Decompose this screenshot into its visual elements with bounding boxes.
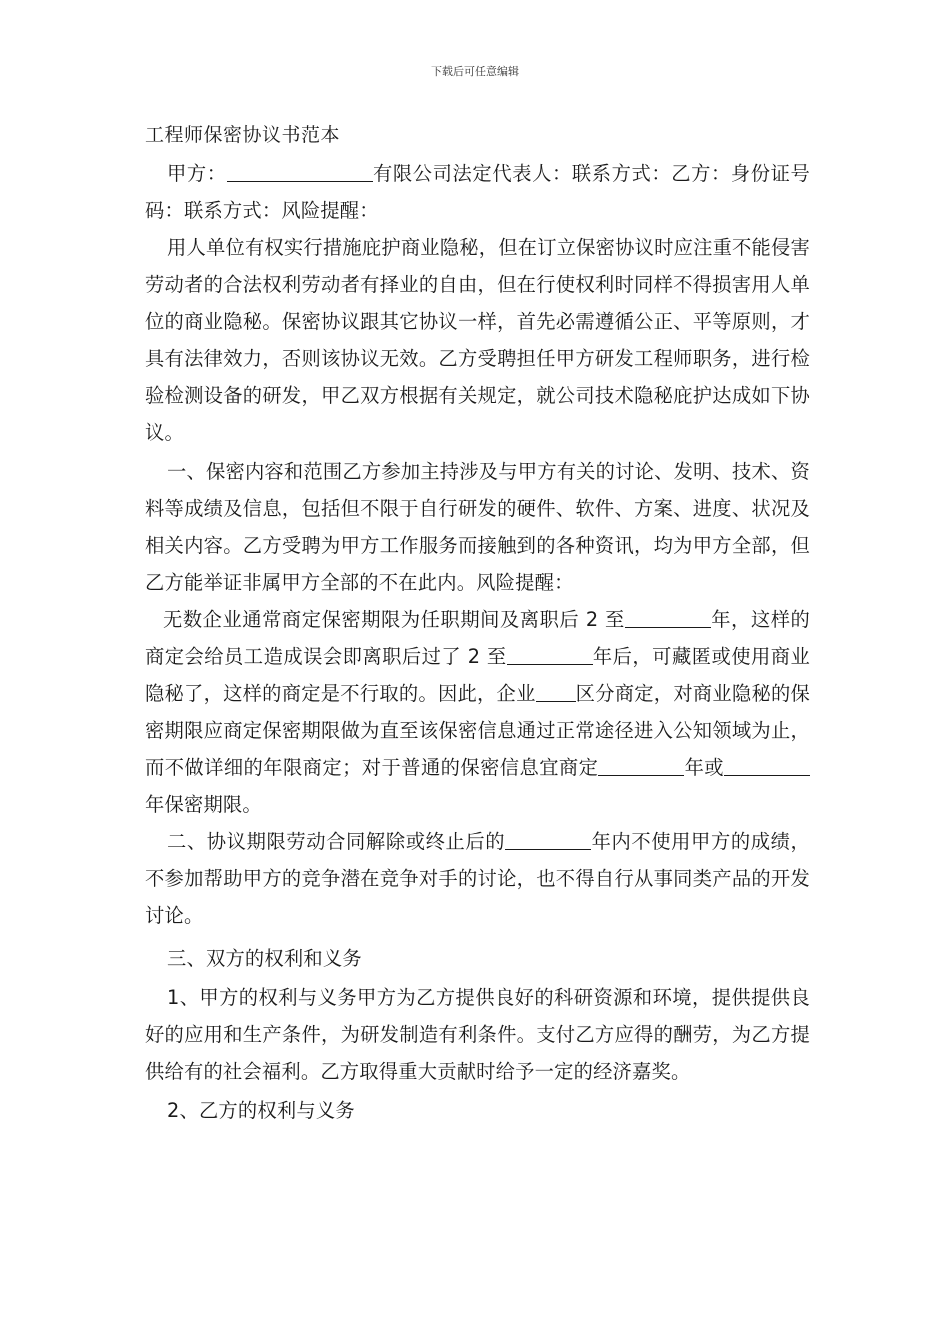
risk-period-text-5: 年或 <box>684 756 724 779</box>
document-title: 工程师保密协议书范本 <box>145 124 341 146</box>
risk-period-text-6: 年保密期限。 <box>145 793 262 816</box>
item-2-paragraph: 2、乙方的权利与义务 <box>167 1099 355 1122</box>
risk-period-text-4: 区分商定，对商业隐秘的保密期限应商定保密期限做为直至该保密信息通过正常途径进入公知领域为止，而不做详细的年限商定；对于普通的保密信息宜商定 <box>145 682 810 779</box>
short-blank <box>536 681 576 702</box>
item-1-paragraph: 1、甲方的权利与义务甲方为乙方提供良好的科研资源和环境，提供提供良好的应用和生产条件，为研发制造有利条件。支付乙方应得的酬劳，为乙方提供给有的社会福利。乙方取得重大贡献时给予一定的经济嘉奖。 <box>145 986 810 1083</box>
party-a-label: 甲方： <box>167 162 227 185</box>
risk-period-text-1: 无数企业通常商定保密期限为任职期间及离职后 2 至 <box>163 608 625 631</box>
section-3-heading: 三、双方的权利和义务 <box>167 947 362 970</box>
parties-details: 有限公司法定代表人：联系方式：乙方：身份证号码：联系方式：风险提醒： <box>145 162 810 222</box>
risk-period-text-3: 年后，可藏匿或使用商业隐秘了，这样的商定是不行取的。因此，企业 <box>145 645 810 705</box>
risk-intro-paragraph: 用人单位有权实行措施庇护商业隐秘，但在订立保密协议时应注重不能侵害劳动者的合法权利劳动者有择业的自由，但在行使权利时同样不得损害用人单位的商业隐秘。保密协议跟其它协议一样，首先必需遵循公正、平等原则，才具有法律效力，否则该协议无效。乙方受聘担任甲方研发工程师职务，进行检验检测设备的研发，甲乙双方根据有关规定，就公司技术隐秘庇护达成如下协议。 <box>145 236 810 444</box>
section-2-text-1: 二、协议期限劳动合同解除或终止后的 <box>167 830 506 853</box>
page-header-note: 下载后可任意编辑 <box>431 65 519 78</box>
risk-period-text-2: 年，这样的商定会给员工造成误会即离职后过了 2 至 <box>145 608 810 668</box>
party-a-name-blank <box>227 161 373 182</box>
section-1-paragraph: 一、保密内容和范围乙方参加主持涉及与甲方有关的讨论、发明、技术、资料等成绩及信息，包括但不限于自行研发的硬件、软件、方案、进度、状况及相关内容。乙方受聘为甲方工作服务而接触到的各种资讯，均为甲方全部，但乙方能举证非属甲方全部的不在此内。风险提醒： <box>145 460 810 594</box>
years-blank-2 <box>507 644 593 665</box>
parties-paragraph <box>145 155 810 229</box>
years-blank-3 <box>598 755 684 776</box>
years-blank-1 <box>625 607 711 628</box>
document-body <box>145 121 810 1129</box>
section-2-text-2: 年内不使用甲方的成绩，不参加帮助甲方的竞争潜在竞争对手的讨论，也不得自行从事同类产品的开发讨论。 <box>145 830 810 927</box>
risk-period-paragraph <box>145 601 810 823</box>
years-blank-4 <box>724 755 810 776</box>
section-2-paragraph <box>145 823 810 934</box>
years-blank-5 <box>505 829 591 850</box>
